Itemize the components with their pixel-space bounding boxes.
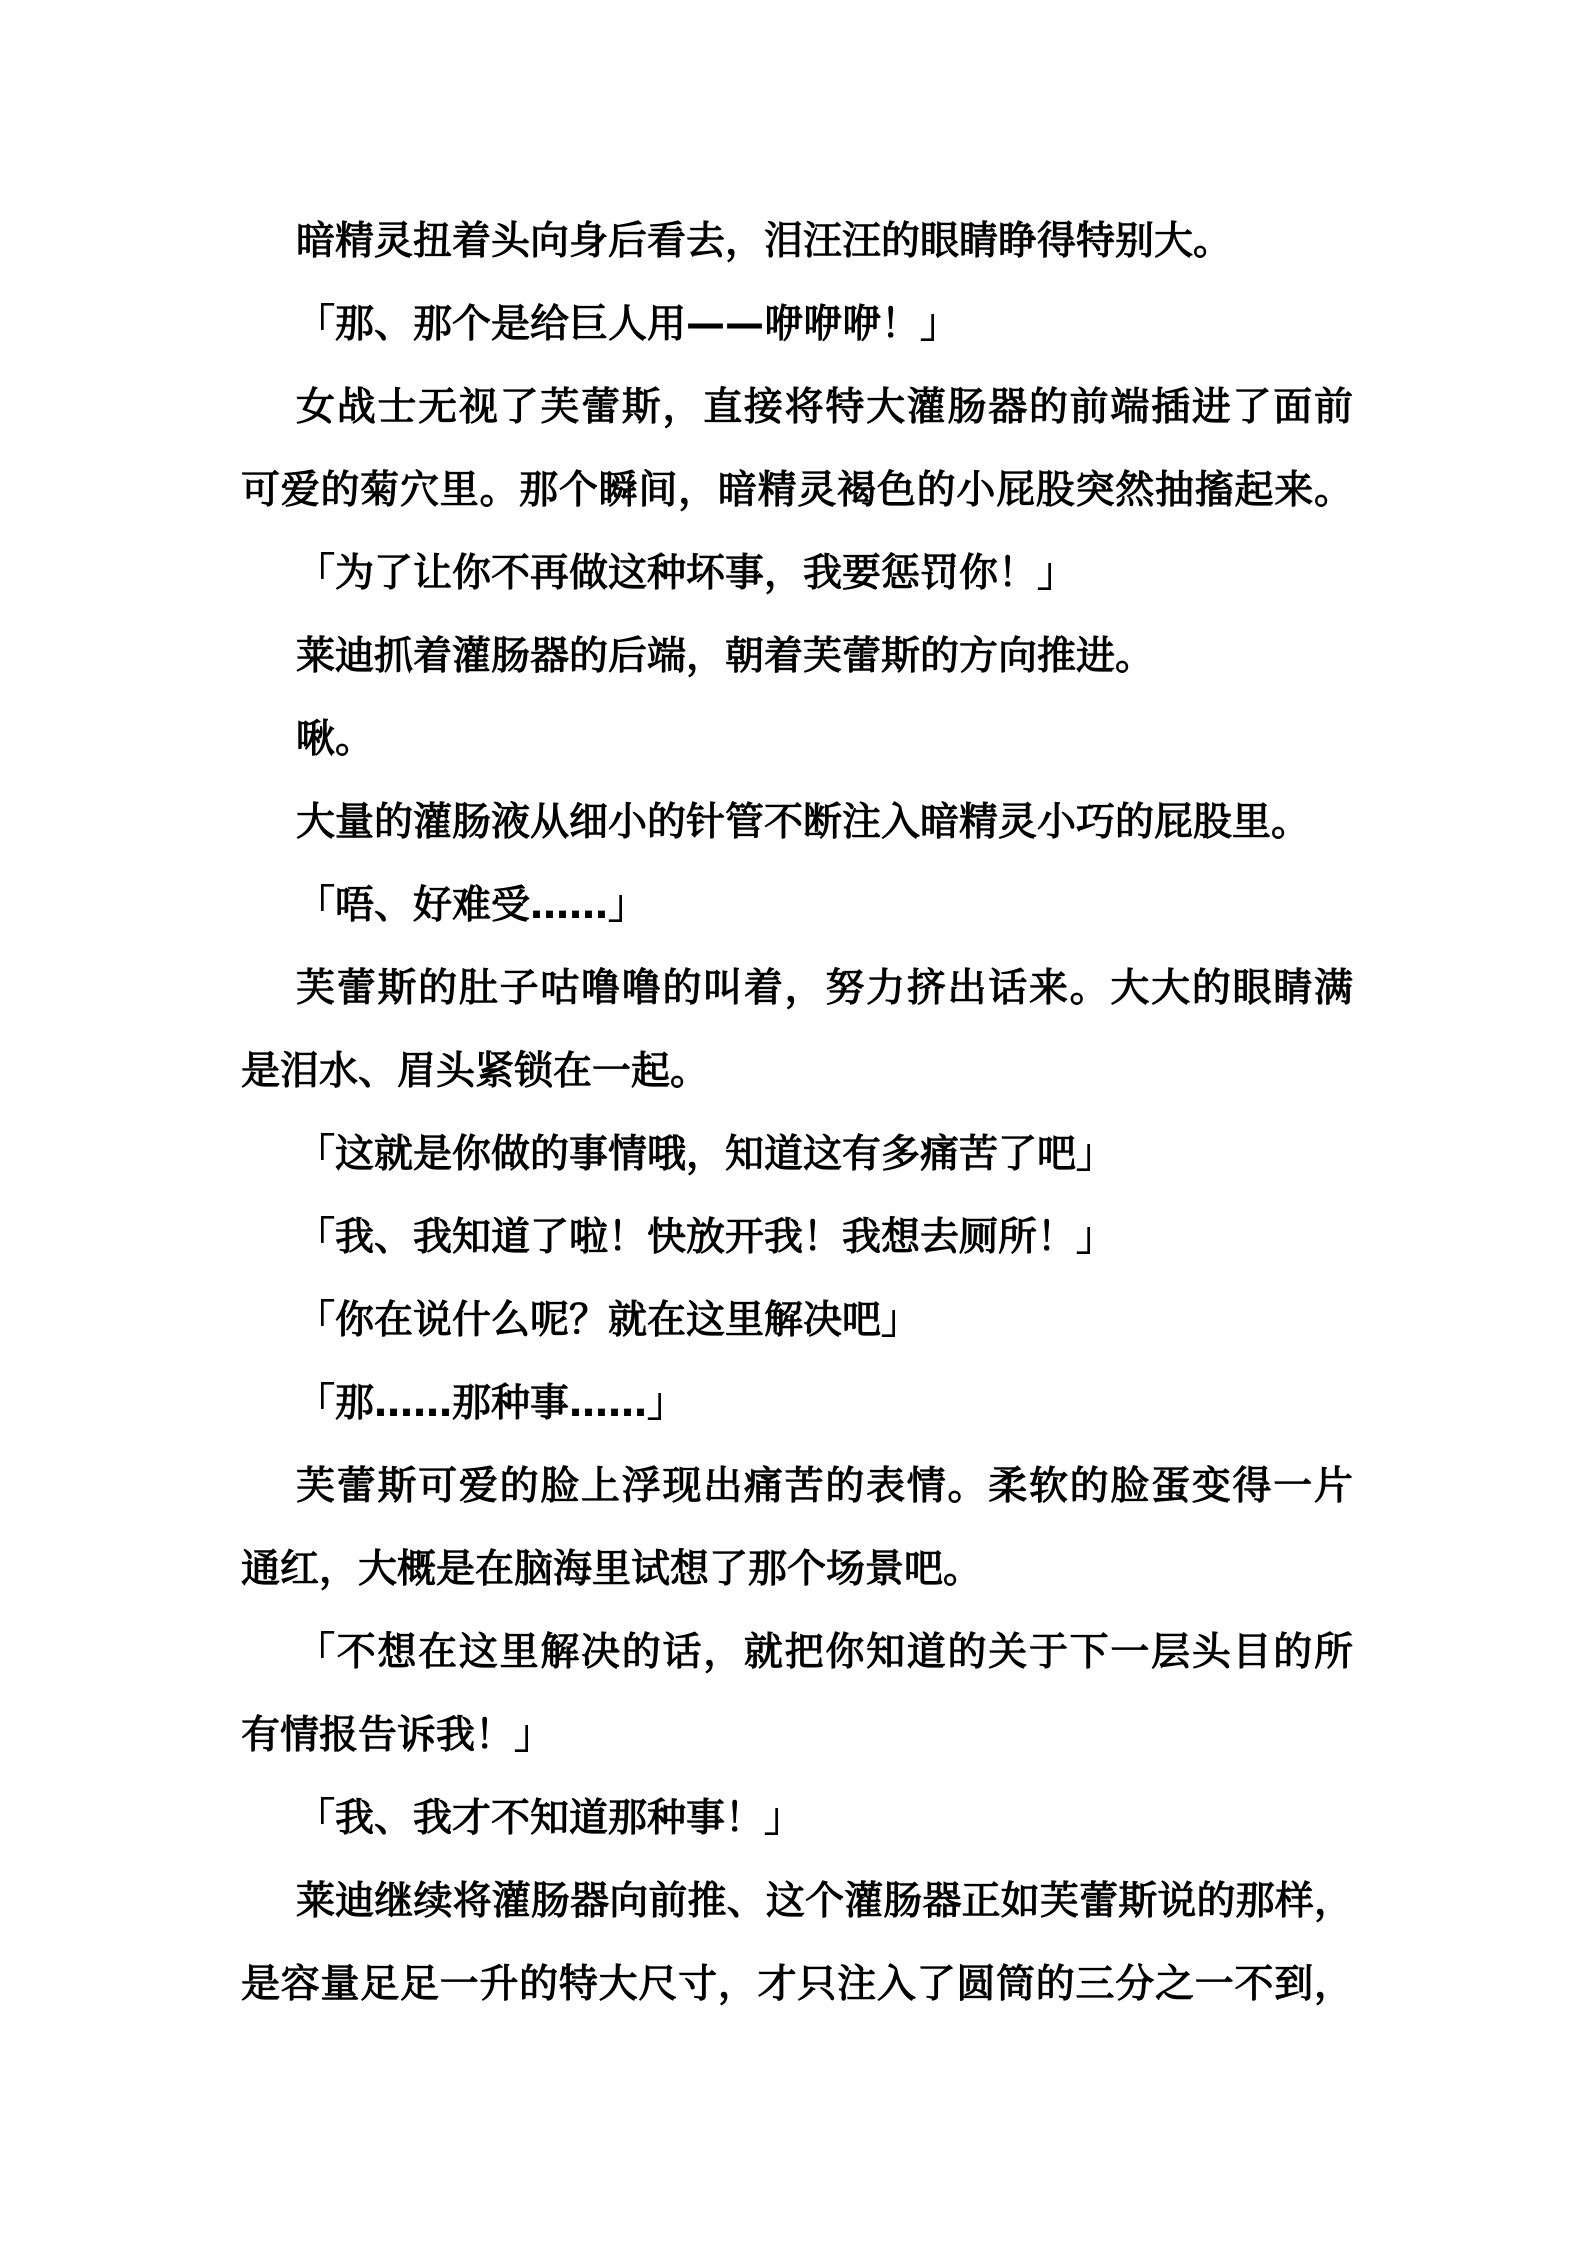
text-line: 「那、那个是给巨人用——咿咿咿！」 <box>296 302 960 347</box>
text-line: 芙蕾斯可爱的脸上浮现出痛苦的表情。柔软的脸蛋变得一片 <box>296 1464 1353 1509</box>
text-line: 可爱的菊穴里。那个瞬间，暗精灵褐色的小屁股突然抽搐起来。 <box>241 468 1353 513</box>
text-line: 「这就是你做的事情哦，知道这有多痛苦了吧」 <box>296 1132 1116 1177</box>
text-line: 通红，大概是在脑海里试想了那个场景吧。 <box>241 1547 983 1592</box>
text-line: 「你在说什么呢？就在这里解决吧」 <box>296 1298 921 1343</box>
paragraph-dialogue <box>241 1777 1353 1860</box>
paragraph-dialogue <box>241 283 1353 366</box>
paragraph-narration <box>241 947 1353 1113</box>
text-line: 是泪水、眉头紧锁在一起。 <box>241 1049 710 1094</box>
paragraph-narration <box>241 615 1353 698</box>
text-line: 「我、我知道了啦！快放开我！我想去厕所！」 <box>296 1215 1116 1260</box>
paragraph-dialogue <box>241 1113 1353 1196</box>
paragraph-dialogue <box>241 864 1353 947</box>
text-line: 「我、我才不知道那种事！」 <box>296 1796 804 1841</box>
text-line: 暗精灵扭着头向身后看去，泪汪汪的眼睛睁得特别大。 <box>296 219 1233 264</box>
text-line: 「不想在这里解决的话，就把你知道的关于下一层头目的所 <box>296 1630 1353 1675</box>
paragraph-dialogue <box>241 1279 1353 1362</box>
text-line: 「唔、好难受……」 <box>296 883 648 928</box>
paragraph-narration <box>241 366 1353 532</box>
text-line: 大量的灌肠液从细小的针管不断注入暗精灵小巧的屁股里。 <box>296 800 1311 845</box>
text-line: 莱迪继续将灌肠器向前推、这个灌肠器正如芙蕾斯说的那样， <box>296 1879 1353 1924</box>
text-line: 芙蕾斯的肚子咕噜噜的叫着，努力挤出话来。大大的眼睛满 <box>296 966 1353 1011</box>
text-line: 有情报告诉我！」 <box>241 1713 554 1758</box>
paragraph-narration <box>241 698 1353 781</box>
body-text <box>241 200 1353 2026</box>
text-line: 莱迪抓着灌肠器的后端，朝着芙蕾斯的方向推进。 <box>296 634 1155 679</box>
text-line: 「为了让你不再做这种坏事，我要惩罚你！」 <box>296 551 1077 596</box>
text-line: 啾。 <box>296 717 375 762</box>
paragraph-dialogue <box>241 1611 1353 1777</box>
text-line: 「那……那种事……」 <box>296 1381 687 1426</box>
paragraph-narration <box>241 1860 1353 2026</box>
paragraph-narration <box>241 781 1353 864</box>
paragraph-dialogue <box>241 1196 1353 1279</box>
text-line: 女战士无视了芙蕾斯，直接将特大灌肠器的前端插进了面前 <box>296 385 1353 430</box>
paragraph-narration <box>241 1445 1353 1611</box>
text-line: 是容量足足一升的特大尺寸，才只注入了圆筒的三分之一不到， <box>241 1962 1353 2007</box>
paragraph-dialogue <box>241 1362 1353 1445</box>
paragraph-narration <box>241 200 1353 283</box>
paragraph-dialogue <box>241 532 1353 615</box>
